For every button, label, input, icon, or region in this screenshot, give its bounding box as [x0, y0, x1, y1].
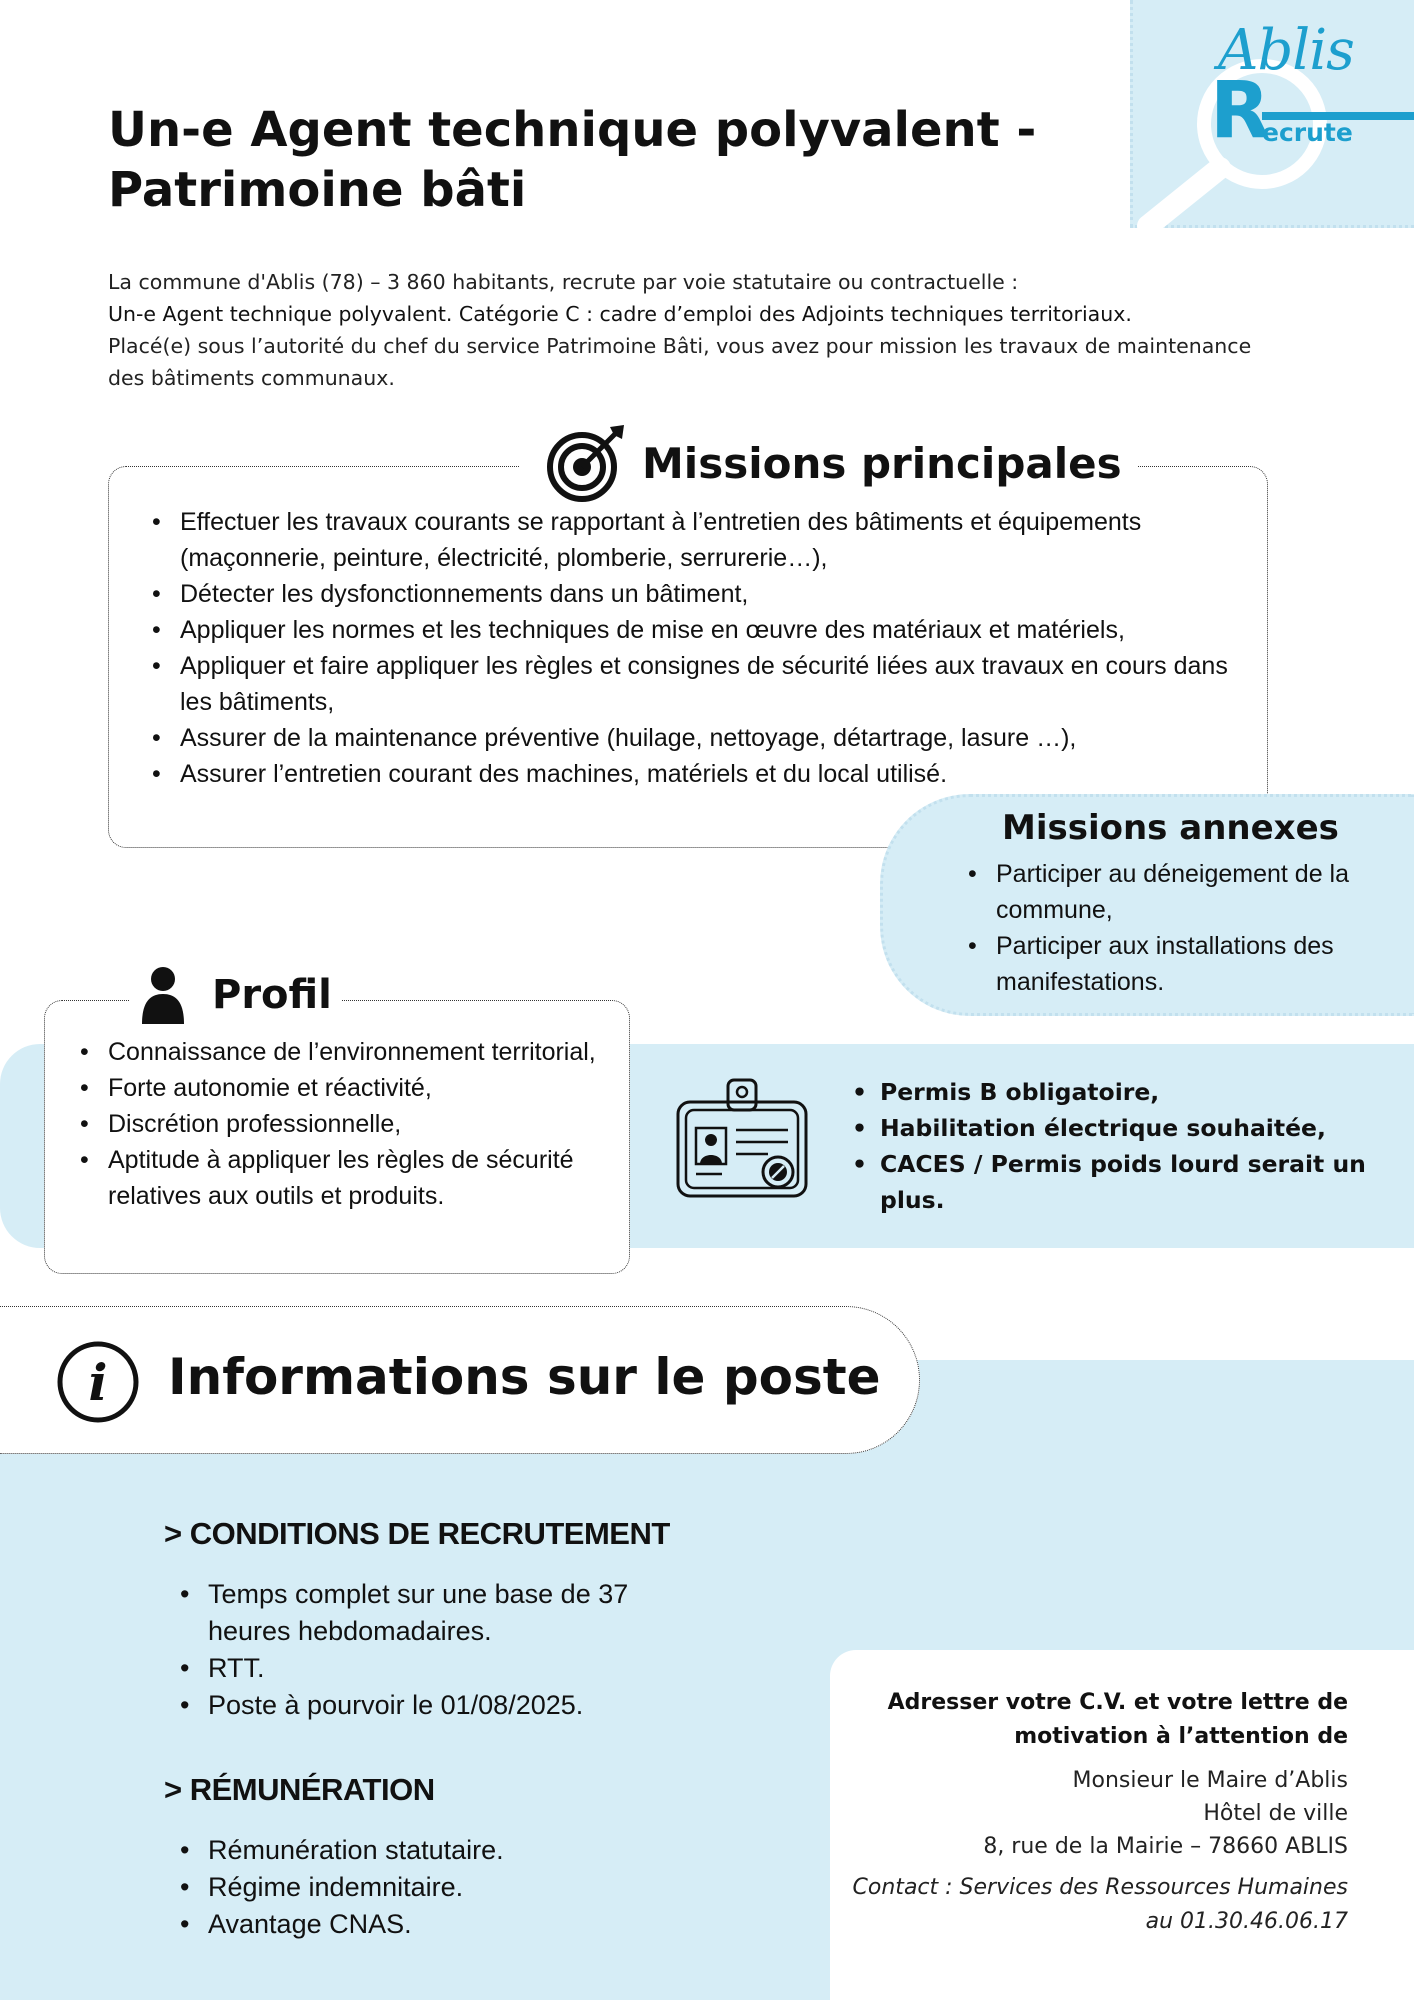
- missions-header: [520, 420, 1138, 506]
- annexes-title: Missions annexes: [1002, 808, 1339, 848]
- list-item: • Discrétion professionnelle,: [76, 1106, 616, 1142]
- page-title: Un-e Agent technique polyvalent - Patrimoine bâti: [108, 102, 1037, 218]
- list-item: • Participer aux installations des manifestations.: [964, 928, 1384, 1000]
- intro-line-1: La commune d'Ablis (78) – 3 860 habitants, recrute par voie statutaire ou contractuelle :: [108, 270, 1019, 294]
- logo-letter: R: [1210, 66, 1271, 156]
- list-item: • Appliquer et faire appliquer les règles et consignes de sécurité liées aux travaux en cours dans les bâtiments,: [148, 648, 1228, 720]
- remuneration-heading: > RÉMUNÉRATION: [164, 1772, 435, 1807]
- annexes-list: [964, 856, 1384, 1000]
- remuneration-list: [176, 1832, 696, 1943]
- permis-list: [848, 1074, 1368, 1218]
- list-item: • Poste à pourvoir le 01/08/2025.: [176, 1687, 696, 1724]
- missions-title: Missions principales: [642, 438, 1122, 488]
- list-item: • Effectuer les travaux courants se rapportant à l’entretien des bâtiments et équipements (maçonnerie, peinture, électricité, plomberie, serrurerie…),: [148, 504, 1228, 576]
- contact-phone: Contact : Services des Ressources Humaines au 01.30.46.06.17: [852, 1875, 1348, 1934]
- list-item: • Régime indemnitaire.: [176, 1869, 696, 1906]
- list-item: • Forte autonomie et réactivité,: [76, 1070, 616, 1106]
- intro: [108, 266, 1348, 394]
- contact-address: [850, 1764, 1348, 1863]
- intro-line-3: Placé(e) sous l’autorité du chef du service Patrimoine Bâti, vous avez pour mission les travaux de maintenance des bâtiments communaux.: [108, 334, 1252, 390]
- target-icon: [544, 423, 628, 503]
- person-icon: [140, 966, 186, 1024]
- contact-line: Monsieur le Maire d’Ablis: [1072, 1768, 1348, 1793]
- logo-brand: Ablis: [1218, 18, 1354, 83]
- list-item: • Connaissance de l’environnement territorial,: [76, 1034, 616, 1070]
- list-item: • Avantage CNAS.: [176, 1906, 696, 1943]
- logo-word: ecrute: [1262, 118, 1353, 147]
- list-item: • RTT.: [176, 1650, 696, 1687]
- list-item: • Appliquer les normes et les techniques de mise en œuvre des matériaux et matériels,: [148, 612, 1228, 648]
- conditions-list: [176, 1576, 696, 1724]
- info-icon: [56, 1340, 140, 1424]
- list-item: • CACES / Permis poids lourd serait un plus.: [848, 1146, 1368, 1218]
- list-item: • Participer au déneigement de la commune,: [964, 856, 1384, 928]
- contact-heading: Adresser votre C.V. et votre lettre de motivation à l’attention de: [887, 1690, 1348, 1749]
- contact-line: Hôtel de ville: [1203, 1801, 1348, 1826]
- conditions-heading: > CONDITIONS DE RECRUTEMENT: [164, 1516, 670, 1551]
- list-item: • Assurer de la maintenance préventive (huilage, nettoyage, détartrage, lasure …),: [148, 720, 1228, 756]
- svg-text:i: i: [88, 1353, 108, 1412]
- list-item: • Détecter les dysfonctionnements dans un bâtiment,: [148, 576, 1228, 612]
- list-item: • Permis B obligatoire,: [848, 1074, 1368, 1110]
- contact-line: 8, rue de la Mairie – 78660 ABLIS: [983, 1834, 1348, 1859]
- list-item: • Aptitude à appliquer les règles de sécurité relatives aux outils et produits.: [76, 1142, 616, 1214]
- intro-line-2: Un-e Agent technique polyvalent. Catégorie C : cadre d’emploi des Adjoints techniques territoriaux.: [108, 302, 1132, 326]
- missions-list: [148, 504, 1228, 792]
- contact-block: [850, 1686, 1348, 1939]
- list-item: • Habilitation électrique souhaitée,: [848, 1110, 1368, 1146]
- list-item: • Temps complet sur une base de 37 heures hebdomadaires.: [176, 1576, 696, 1650]
- id-badge-icon: [672, 1076, 812, 1200]
- list-item: • Rémunération statutaire.: [176, 1832, 696, 1869]
- list-item: • Assurer l’entretien courant des machines, matériels et du local utilisé.: [148, 756, 1228, 792]
- profil-header: [130, 960, 342, 1030]
- info-title: Informations sur le poste: [168, 1348, 881, 1406]
- profil-title: Profil: [212, 972, 332, 1018]
- profil-list: [76, 1034, 616, 1214]
